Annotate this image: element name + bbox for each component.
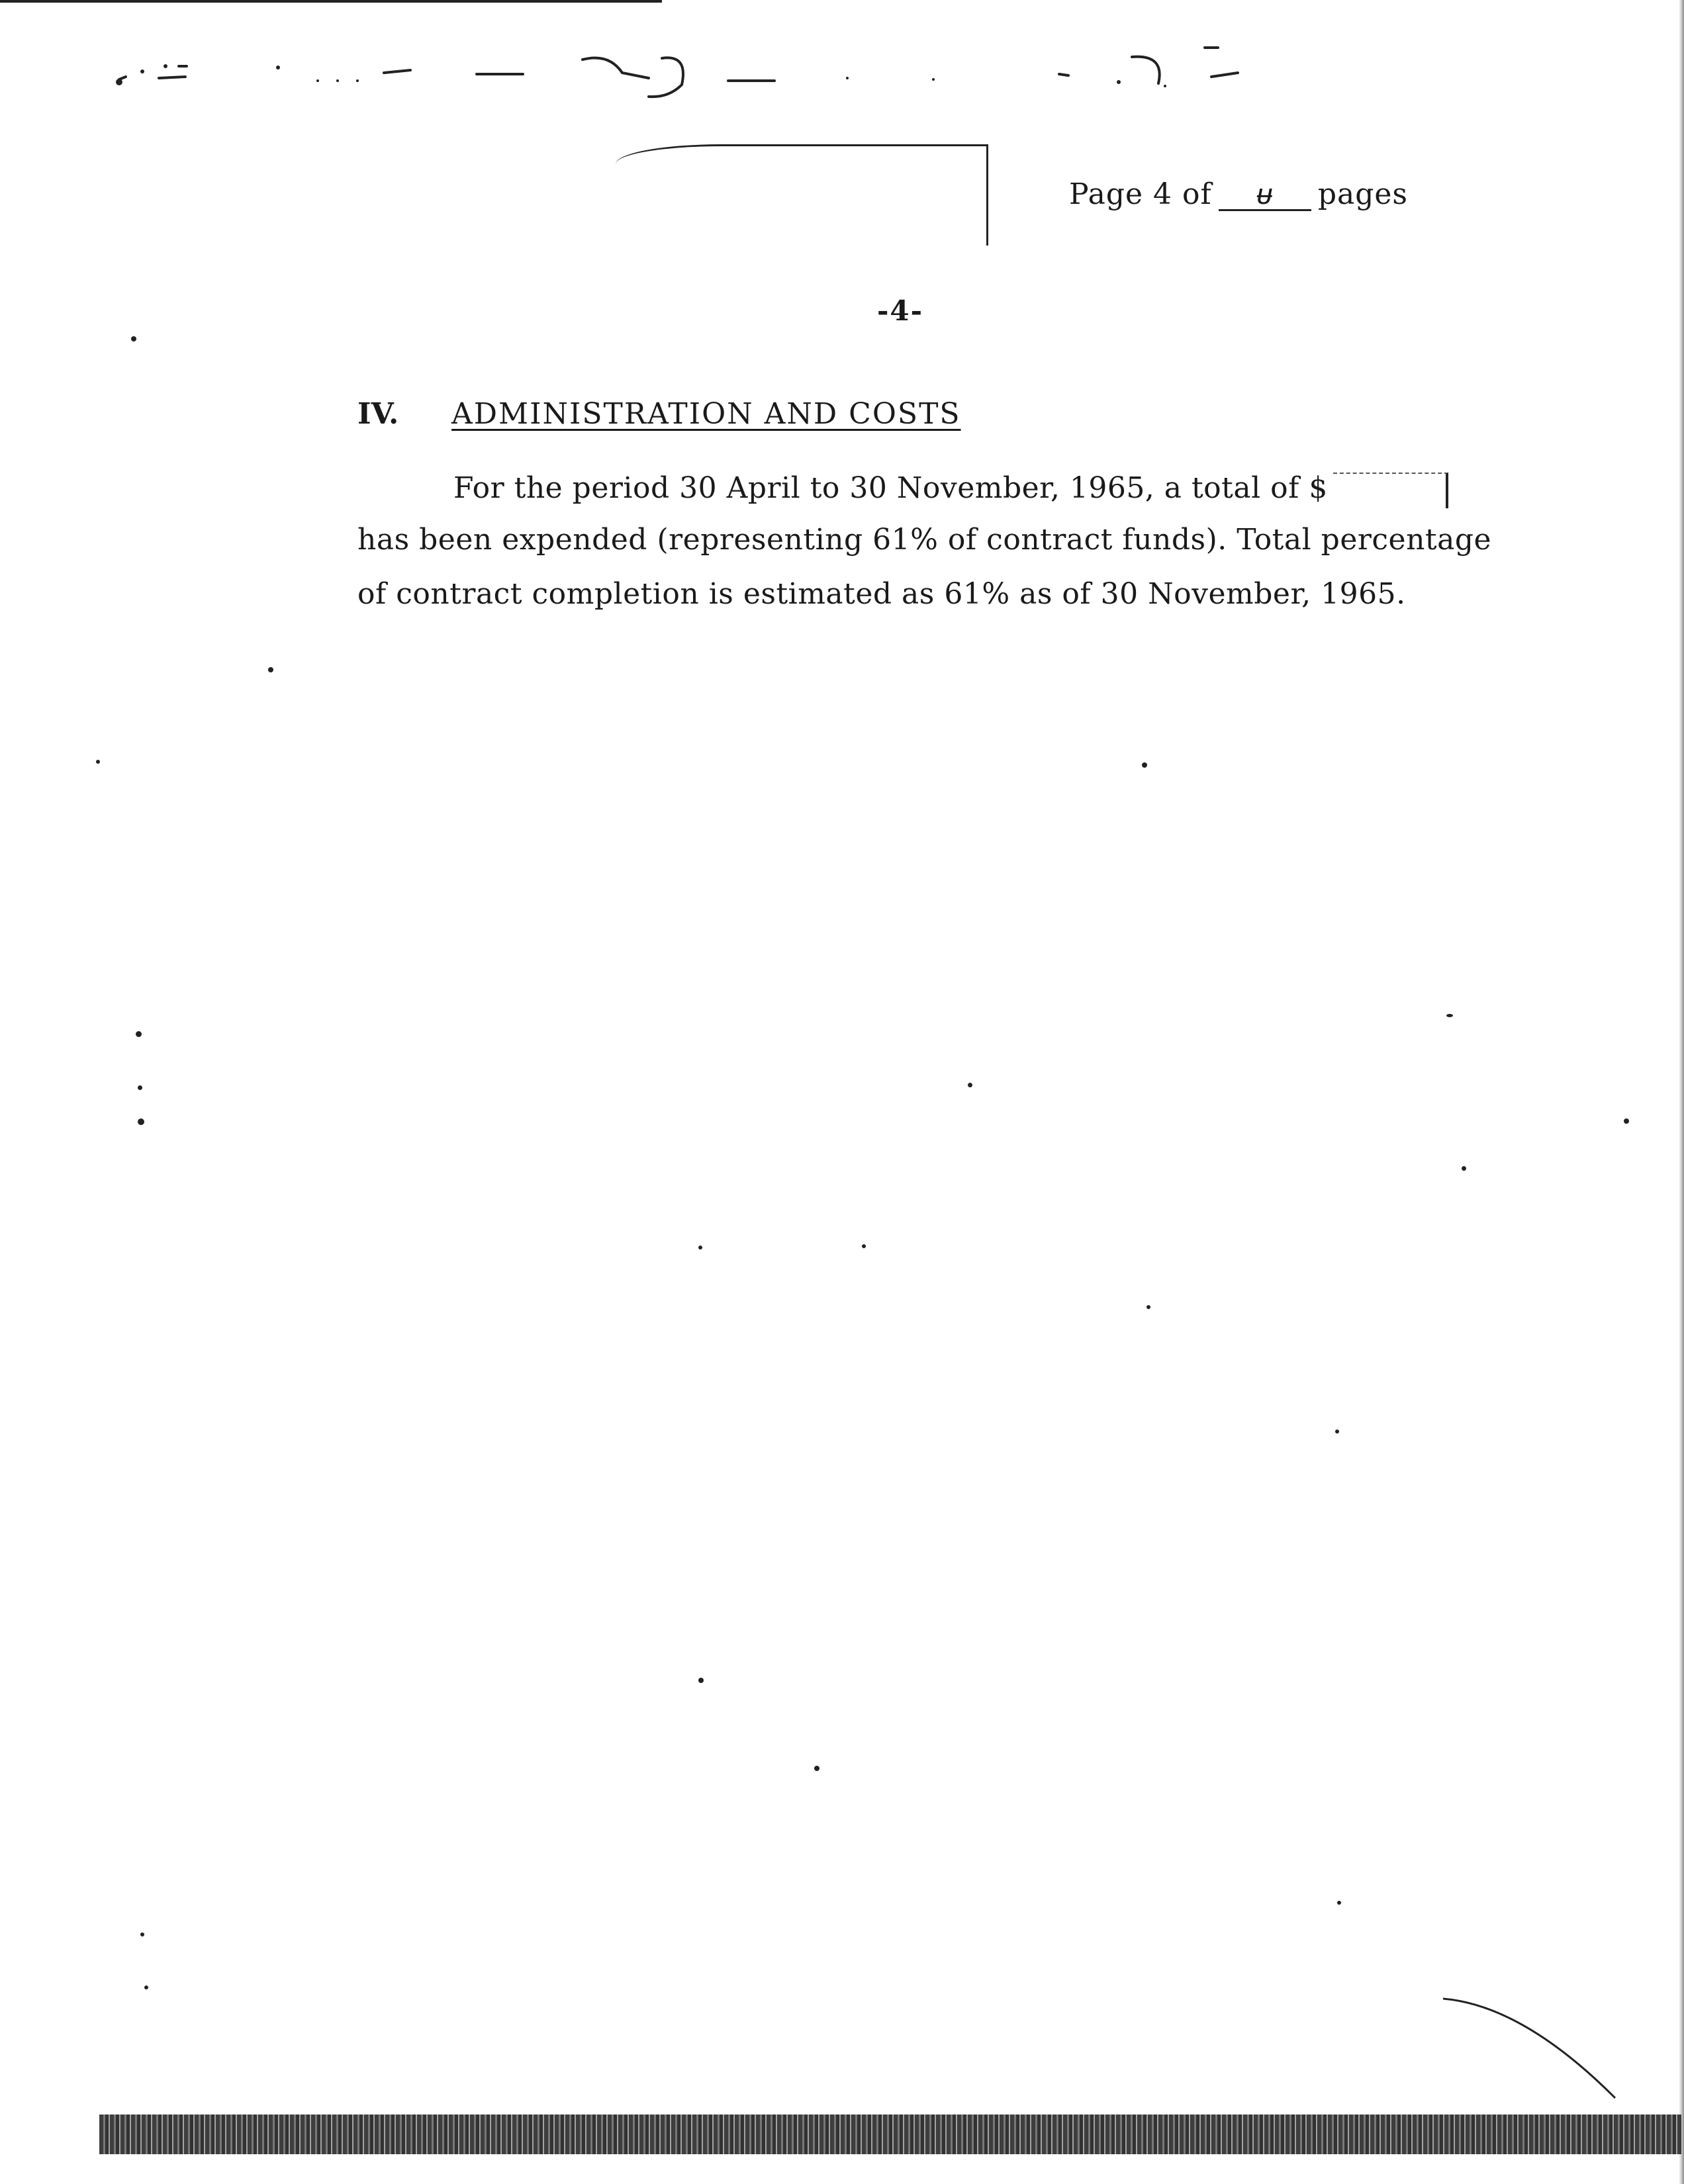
- redaction-bracket: [616, 144, 988, 246]
- scan-right-edge: [1679, 0, 1684, 2184]
- scan-speck: [968, 1083, 972, 1087]
- scan-speck: [138, 1085, 142, 1090]
- scan-speck: [1462, 1166, 1466, 1171]
- body-paragraph-line-1: [453, 471, 1448, 508]
- scan-speck: [131, 336, 136, 341]
- scan-corner-curve: [1443, 1985, 1628, 2105]
- section-heading: [357, 397, 961, 431]
- page-number: -4-: [877, 295, 924, 327]
- pages-word: pages: [1317, 177, 1408, 211]
- scan-speck: [1146, 1305, 1150, 1309]
- scan-speck: [814, 1766, 819, 1771]
- section-numeral: IV.: [357, 397, 399, 431]
- scan-speck: [140, 1933, 144, 1936]
- scan-bottom-strip: [99, 2115, 1681, 2154]
- scan-speck: [138, 1118, 144, 1125]
- scan-speck: [1335, 1430, 1339, 1433]
- scan-speck: [144, 1985, 148, 1989]
- scan-speck: [96, 760, 100, 764]
- scan-speck: [1446, 1014, 1453, 1017]
- scan-noise-marks: [106, 40, 1297, 132]
- section-title: ADMINISTRATION AND COSTS: [451, 397, 961, 431]
- scan-speck: [698, 1678, 704, 1683]
- page-count-label: Page 4 of: [1069, 177, 1212, 211]
- body-paragraph-line-3: of contract completion is estimated as 61% as of 30 November, 1965.: [357, 577, 1406, 611]
- scan-speck: [136, 1031, 142, 1037]
- scan-speck: [1142, 762, 1147, 768]
- redacted-amount-box: [1333, 473, 1448, 508]
- body-paragraph-line-2: has been expended (representing 61% of contract funds). Total percentage: [357, 523, 1492, 557]
- scan-speck: [862, 1244, 866, 1248]
- page-total-handwritten: ᵾ: [1219, 180, 1311, 211]
- page-count: [1069, 177, 1408, 211]
- scan-top-edge: [0, 0, 662, 3]
- scan-speck: [268, 667, 273, 672]
- scan-speck: [1337, 1901, 1341, 1905]
- scan-speck: [1624, 1118, 1629, 1124]
- scan-speck: [698, 1246, 702, 1250]
- body-line-1-text: For the period 30 April to 30 November, 1965, a total of $: [453, 471, 1328, 505]
